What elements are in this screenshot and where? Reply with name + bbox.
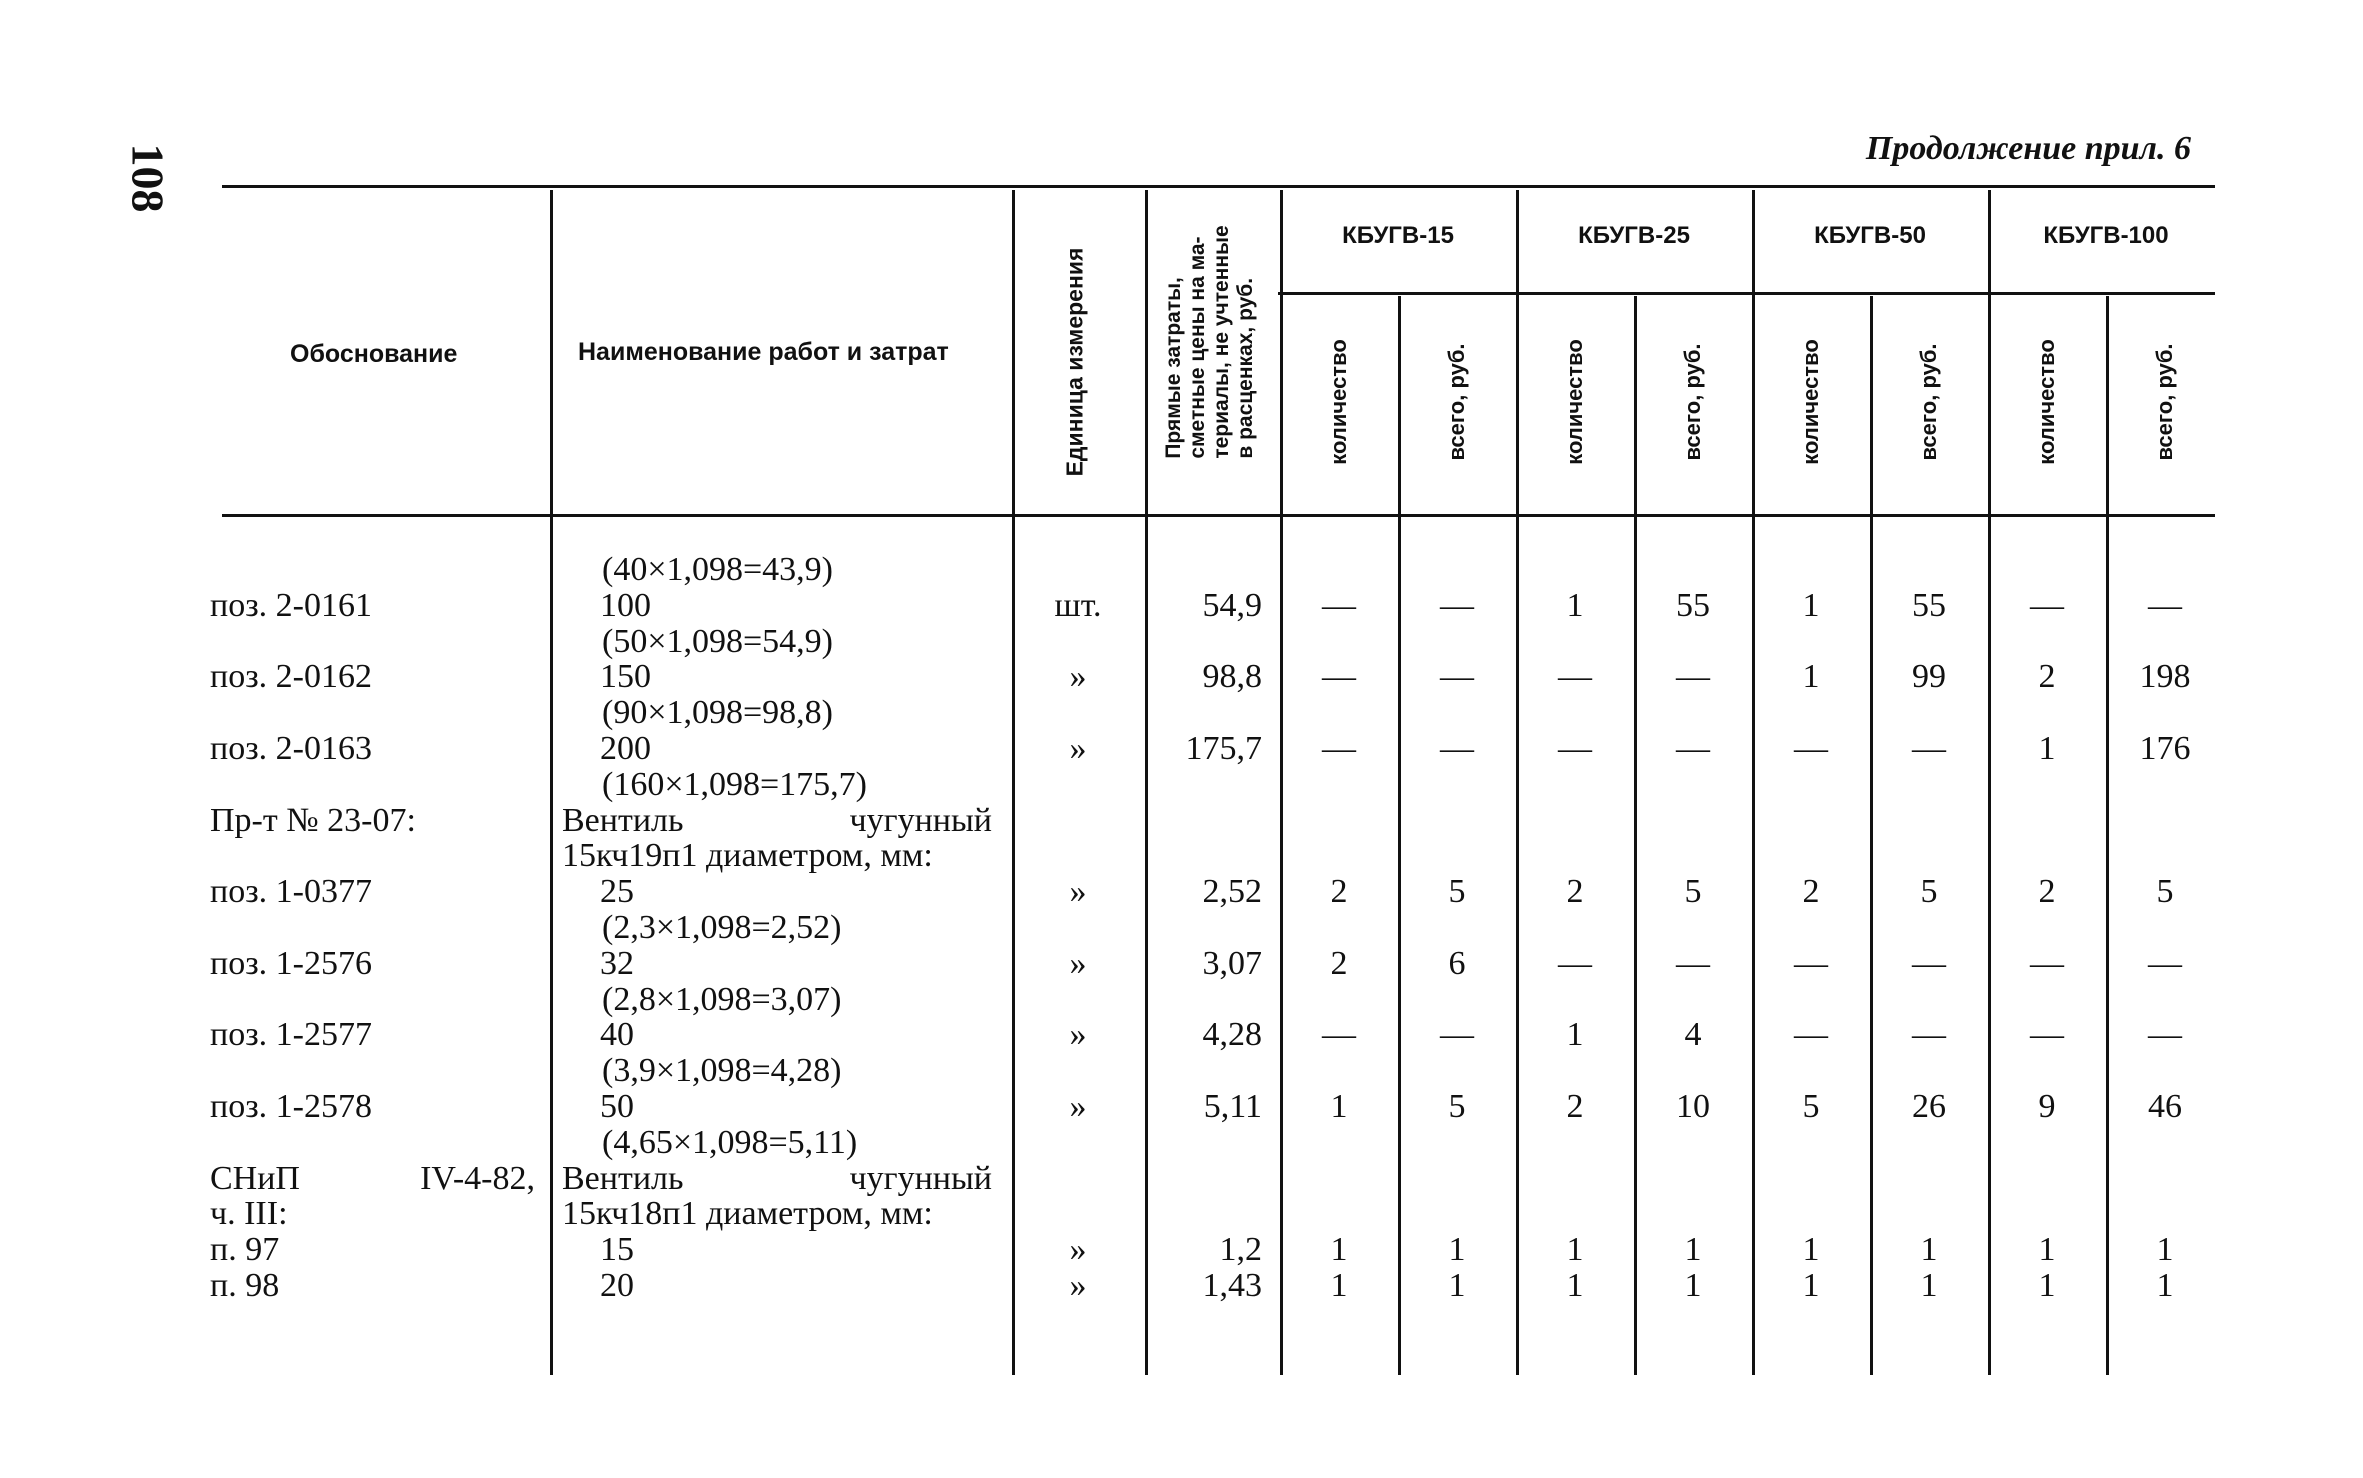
cell-basis: поз. 2-0162: [210, 658, 372, 696]
cell-quantity: 1: [2038, 1231, 2056, 1269]
cell-total: —: [2148, 586, 2182, 624]
cell-price: 4,28: [1202, 1016, 1262, 1054]
cell-quantity: 2: [1802, 873, 1820, 911]
column-rule: [1870, 296, 1873, 1375]
cell-quantity: —: [1558, 944, 1592, 982]
cell-unit: »: [1069, 1016, 1087, 1054]
column-rule: [1516, 190, 1519, 1375]
cell-quantity: —: [1322, 1016, 1356, 1054]
cell-quantity: 1: [1566, 1016, 1584, 1054]
column-rule: [1988, 190, 1991, 1375]
cell-name: Вентиль чугунный: [562, 801, 992, 839]
cell-total: 5: [2156, 873, 2174, 911]
cell-basis: поз. 1-2578: [210, 1088, 372, 1125]
cell-total: —: [1912, 730, 1946, 767]
cell-quantity: 1: [1566, 586, 1584, 624]
cell-quantity: —: [2030, 944, 2064, 982]
header-direct-costs: [1162, 225, 1258, 458]
cell-quantity: 2: [1330, 944, 1348, 982]
group-header: КБУГВ-25: [1578, 222, 1690, 249]
cell-unit: »: [1069, 944, 1087, 982]
subheader-quantity: количество: [2034, 339, 2059, 465]
cell-total: 176: [2139, 730, 2191, 767]
cell-total: 6: [1448, 944, 1466, 982]
cell-total: —: [1912, 1016, 1946, 1054]
cell-total: —: [1676, 730, 1710, 767]
rule-group-underline: [1278, 292, 2215, 295]
cell-unit: »: [1069, 658, 1087, 696]
cell-quantity: —: [1322, 730, 1356, 767]
cell-name: (40×1,098=43,9): [602, 551, 833, 588]
cell-basis: поз. 1-0377: [210, 873, 372, 911]
subheader-quantity: количество: [1798, 339, 1823, 465]
cell-name: (2,3×1,098=2,52): [602, 909, 842, 946]
cell-quantity: 1: [2038, 1267, 2056, 1304]
cell-total: 5: [1448, 1088, 1466, 1125]
cell-total: —: [1912, 944, 1946, 982]
cell-total: 1: [1920, 1231, 1938, 1269]
cell-quantity: 2: [2038, 873, 2056, 911]
header-basis: Обоснование: [290, 340, 458, 368]
cell-basis: п. 97: [210, 1231, 280, 1269]
column-rule: [2106, 296, 2109, 1375]
subheader-total: всего, руб.: [1916, 343, 1941, 461]
cell-quantity: —: [2030, 586, 2064, 624]
cell-quantity: —: [1322, 586, 1356, 624]
cell-quantity: —: [1322, 658, 1356, 696]
header-name: Наименование работ и затрат: [578, 338, 949, 366]
cell-name: 25: [600, 873, 634, 911]
cell-total: 46: [2148, 1088, 2182, 1125]
cell-total: —: [1676, 944, 1710, 982]
cell-quantity: 1: [1566, 1231, 1584, 1269]
column-rule: [1280, 190, 1283, 1375]
subheader-total: всего, руб.: [1680, 343, 1705, 461]
cell-price: 1,2: [1219, 1231, 1262, 1269]
cell-quantity: —: [1794, 1016, 1828, 1054]
cell-quantity: 1: [1330, 1231, 1348, 1269]
cell-quantity: 9: [2038, 1088, 2056, 1125]
cell-total: 1: [1448, 1231, 1466, 1269]
subheader-quantity: количество: [1562, 339, 1587, 465]
cell-price: 2,52: [1202, 873, 1262, 911]
cell-total: 55: [1912, 586, 1946, 624]
cell-total: 1: [2156, 1267, 2174, 1304]
cell-basis: СНиП IV-4-82,: [210, 1159, 535, 1197]
cell-total: 5: [1448, 873, 1466, 911]
cell-basis: ч. III:: [210, 1195, 288, 1233]
cell-quantity: —: [1558, 730, 1592, 767]
cell-price: 1,43: [1202, 1267, 1262, 1304]
cell-quantity: 2: [1330, 873, 1348, 911]
cell-total: 5: [1684, 873, 1702, 911]
subheader-total: всего, руб.: [2152, 343, 2177, 461]
cell-total: 1: [1920, 1267, 1938, 1304]
cell-quantity: —: [1558, 658, 1592, 696]
cell-name: 15кч18п1 диаметром, мм:: [562, 1195, 933, 1233]
cell-total: 99: [1912, 658, 1946, 696]
header-direct-costs-line3: териалы, не учтенные: [1210, 225, 1233, 459]
cell-total: 1: [2156, 1231, 2174, 1269]
continuation-title: Продолжение прил. 6: [1865, 130, 2191, 167]
header-direct-costs-line4: в расценках, руб.: [1234, 277, 1257, 459]
column-rule: [1145, 190, 1148, 1375]
cell-quantity: —: [1794, 944, 1828, 982]
cell-price: 3,07: [1202, 944, 1262, 982]
cell-total: 10: [1676, 1088, 1710, 1125]
cell-name: 100: [600, 586, 651, 624]
cell-unit: »: [1069, 1088, 1087, 1125]
header-direct-costs-line2: сметные цены на ма-: [1186, 236, 1209, 459]
cell-total: 1: [1448, 1267, 1466, 1304]
cell-unit: »: [1069, 1231, 1087, 1269]
cell-name: (50×1,098=54,9): [602, 622, 833, 660]
cell-basis: поз. 2-0163: [210, 730, 372, 767]
cell-total: —: [1440, 730, 1474, 767]
cell-price: 5,11: [1203, 1088, 1262, 1125]
cell-price: 54,9: [1202, 586, 1262, 624]
cell-quantity: 1: [1802, 1267, 1820, 1304]
cell-unit: »: [1069, 873, 1087, 911]
cell-unit: »: [1069, 1267, 1087, 1304]
cell-total: —: [1440, 586, 1474, 624]
cell-name: (2,8×1,098=3,07): [602, 980, 842, 1018]
cell-total: —: [1440, 658, 1474, 696]
cell-basis: поз. 1-2577: [210, 1016, 372, 1054]
header-unit: Единица измерения: [1061, 247, 1088, 477]
cell-total: —: [2148, 944, 2182, 982]
cell-total: 198: [2139, 658, 2191, 696]
cell-quantity: 1: [1802, 658, 1820, 696]
cell-quantity: —: [2030, 1016, 2064, 1054]
cell-total: —: [2148, 1016, 2182, 1054]
cell-quantity: —: [1794, 730, 1828, 767]
cell-name: (4,65×1,098=5,11): [602, 1123, 858, 1161]
cell-quantity: 1: [2038, 730, 2056, 767]
cell-quantity: 1: [1802, 586, 1820, 624]
cell-quantity: 1: [1330, 1088, 1348, 1125]
cell-quantity: 1: [1802, 1231, 1820, 1269]
cell-quantity: 2: [1566, 1088, 1584, 1125]
cell-name: (3,9×1,098=4,28): [602, 1052, 842, 1090]
cell-basis: п. 98: [210, 1267, 280, 1304]
cell-quantity: 2: [2038, 658, 2056, 696]
cell-basis: Пр-т № 23-07:: [210, 801, 416, 839]
rule-header-bottom: [222, 514, 2215, 517]
page-number: 108: [122, 143, 174, 213]
group-header: КБУГВ-50: [1814, 222, 1926, 249]
cell-quantity: 1: [1566, 1267, 1584, 1304]
cell-quantity: 5: [1802, 1088, 1820, 1125]
column-rule: [550, 190, 553, 1375]
cell-name: 15кч19п1 диаметром, мм:: [562, 837, 933, 875]
cell-name: (160×1,098=175,7): [602, 765, 867, 803]
cell-name: (90×1,098=98,8): [602, 694, 833, 732]
cell-name: 150: [600, 658, 651, 696]
cell-total: —: [1440, 1016, 1474, 1054]
cell-basis: поз. 1-2576: [210, 944, 372, 982]
column-rule: [1398, 296, 1401, 1375]
subheader-quantity: количество: [1326, 339, 1351, 465]
cell-name: 200: [600, 730, 651, 767]
cell-total: 26: [1912, 1088, 1946, 1125]
column-rule: [1012, 190, 1015, 1375]
cell-name: Вентиль чугунный: [562, 1159, 992, 1197]
cell-name: 50: [600, 1088, 634, 1125]
cell-total: 1: [1684, 1267, 1702, 1304]
column-rule: [1634, 296, 1637, 1375]
cell-basis: поз. 2-0161: [210, 586, 372, 624]
header-direct-costs-line1: Прямые затраты,: [1162, 277, 1185, 459]
cell-unit: шт.: [1054, 586, 1102, 624]
cell-total: 4: [1684, 1016, 1702, 1054]
column-rule: [1752, 190, 1755, 1375]
cell-quantity: 1: [1330, 1267, 1348, 1304]
cell-total: 55: [1676, 586, 1710, 624]
cell-name: 32: [600, 944, 634, 982]
cell-price: 175,7: [1185, 730, 1262, 767]
cell-total: —: [1676, 658, 1710, 696]
cell-name: 15: [600, 1231, 634, 1269]
cell-total: 5: [1920, 873, 1938, 911]
group-header: КБУГВ-100: [2043, 222, 2169, 249]
cell-name: 40: [600, 1016, 634, 1054]
cell-name: 20: [600, 1267, 634, 1304]
subheader-total: всего, руб.: [1444, 343, 1469, 461]
rule-top: [222, 185, 2215, 188]
cell-quantity: 2: [1566, 873, 1584, 911]
cell-price: 98,8: [1202, 658, 1262, 696]
group-header: КБУГВ-15: [1342, 222, 1454, 249]
cell-total: 1: [1684, 1231, 1702, 1269]
cell-unit: »: [1069, 730, 1087, 767]
